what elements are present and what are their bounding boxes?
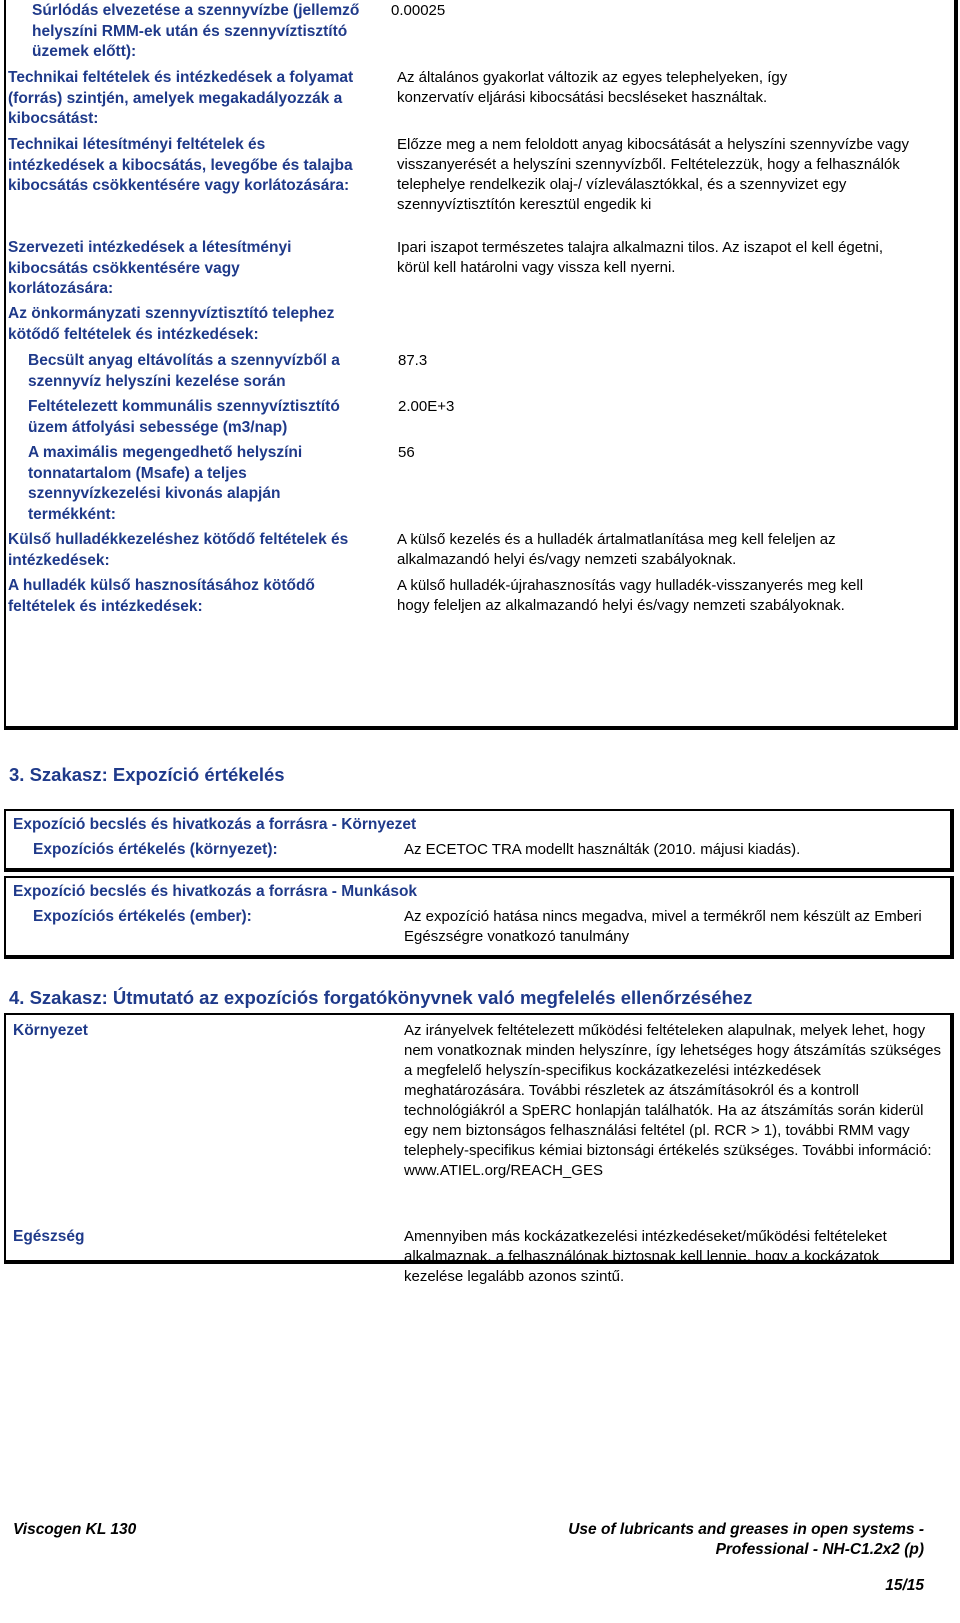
exposure-environment-value: Az ECETOC TRA modellt használták (2010. májusi kiadás). [404, 841, 801, 858]
row-label-external-waste: Külső hulladékkezeléshez kötődő feltételek és intézkedések: [8, 531, 349, 569]
row-label-msafe: A maximális megengedhető helyszíni tonnatartalom (Msafe) a teljes szennyvízkezelési kivonás alapján termékként: [28, 444, 303, 523]
guidance-environment-label: Környezet [13, 1022, 88, 1039]
footer-page-number: 15/15 [885, 1577, 924, 1594]
row-label-wastewater-release: Súrlódás elvezetése a szennyvízbe (jellemző helyszíni RMM-ek után és szennyvíztisztító üzemek előtt): [32, 2, 360, 60]
footer-use-title: Use of lubricants and greases in open systems - Professional - NH-C1.2x2 (p) [568, 1521, 924, 1558]
guidance-health-label: Egészség [13, 1228, 85, 1245]
row-label-external-recovery: A hulladék külső hasznosításához kötődő feltételek és intézkedések: [8, 577, 315, 615]
exposure-environment-header: Expozíció becslés és hivatkozás a forrásra - Környezet [13, 816, 417, 833]
exposure-environment-label: Expozíciós értékelés (környezet): [33, 841, 278, 858]
row-label-organizational: Szervezeti intézkedések a létesítményi kibocsátás csökkentésére vagy korlátozására: [8, 239, 292, 297]
footer-product-name: Viscogen KL 130 [13, 1521, 137, 1538]
row-label-municipal-stp: Az önkormányzati szennyvíztisztító telephez kötődő feltételek és intézkedések: [8, 305, 335, 343]
guidance-environment-value: Az irányelvek feltételezett működési feltételeken alapulnak, melyek lehet, hogy nem vonatkoznak minden helyszínre, így lehetséges hogy átszámítás szükséges a megfelelő helyszín-specifikus kockázatkezelési intézkedések meghatározására. További részletek az átszámításokról és a kontroll technológiákról a SpERC honlapján találhatók. Ha az átszámítás során kiderül egy nem biztonságos felhasználási feltétel (pl. RCR > 1), további RMM vagy telephely-specifikus kémiai biztonsági értékelés szükséges. További információ: www.ATIEL.org/REACH_GES [404, 1022, 941, 1179]
guidance-health-value: Amennyiben más kockázatkezelési intézkedéseket/működési feltételeket alkalmaznak, a felhasználónak biztosnak kell lennie, hogy a kockázatok kezelése legalább azonos szintű. [404, 1228, 887, 1285]
row-label-removal: Becsült anyag eltávolítás a szennyvízből a szennyvíz helyszíni kezelése során [28, 352, 340, 390]
row-value-msafe: 56 [398, 444, 415, 461]
row-value-organizational: Ipari iszapot természetes talajra alkalmazni tilos. Az iszapot el kell égetni, körül kell határolni vagy vissza kell nyerni. [397, 239, 884, 276]
row-label-stp-flow: Feltételezett kommunális szennyvíztisztító üzem átfolyási sebessége (m3/nap) [28, 398, 340, 436]
section-4-title: 4. Szakasz: Útmutató az expozíciós forgatókönyvnek való megfelelés ellenőrzéséhez [9, 987, 753, 1008]
exposure-workers-value: Az expozíció hatása nincs megadva, mivel a termékről nem készült az Emberi Egészségre vonatkozó tanulmány [404, 908, 922, 945]
row-value-wastewater-release: 0.00025 [391, 2, 446, 19]
row-value-onsite-technical: Előzze meg a nem feloldott anyag kibocsátását a helyszíni szennyvízbe vagy visszanyerését a helyszíni szennyvízből. Feltételezzük, hogy a felhasználók telephelye rendelkezik olaj-/ vízleválasztókkal, és a szennyvizet egy szennyvíztisztítón keresztül engedik ki [397, 136, 909, 213]
exposure-workers-header: Expozíció becslés és hivatkozás a forrásra - Munkások [13, 883, 418, 900]
section-3-title: 3. Szakasz: Expozíció értékelés [9, 764, 285, 785]
row-value-stp-flow: 2.00E+3 [398, 398, 455, 415]
row-value-external-recovery: A külső hulladék-újrahasznosítás vagy hulladék-visszanyerés meg kell hogy feleljen az alkalmazandó helyi és/vagy nemzeti szabályoknak. [397, 577, 864, 614]
row-label-process-measures: Technikai feltételek és intézkedések a folyamat (forrás) szintjén, amelyek megakadályozzák a kibocsátást: [8, 69, 354, 127]
exposure-workers-label: Expozíciós értékelés (ember): [33, 908, 252, 925]
row-label-onsite-technical: Technikai létesítményi feltételek és intézkedések a kibocsátás, levegőbe és talajba kibocsátás csökkentésére vagy korlátozására: [8, 136, 353, 194]
row-value-external-waste: A külső kezelés és a hulladék ártalmatlanítása meg kell feleljen az alkalmazandó helyi és/vagy nemzeti szabályoknak. [397, 531, 836, 568]
row-value-process-measures: Az általános gyakorlat változik az egyes telephelyeken, így konzervatív eljárási kibocsátási becsléseket használtak. [397, 69, 788, 106]
row-value-removal: 87.3 [398, 352, 428, 369]
